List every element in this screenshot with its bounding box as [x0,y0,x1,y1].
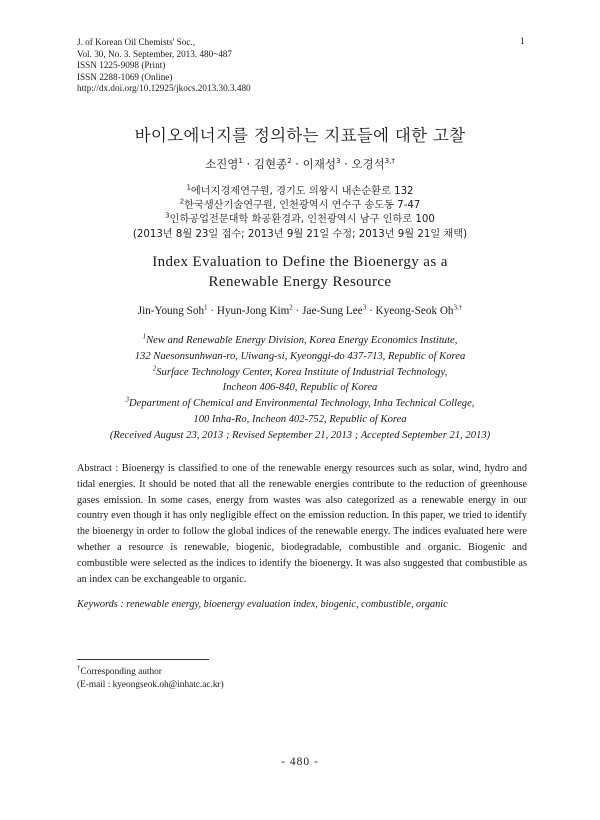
author-name: 오경석 [351,157,385,171]
korean-authors [0,156,600,172]
english-affiliation [0,380,600,396]
corresponding-author [77,663,224,679]
affiliation-text: Incheon 406-840, Republic of Korea [222,382,378,394]
abstract-separator: : [111,463,122,474]
affiliation-text: 에너지경제연구원, 경기도 의왕시 내손순환로 132 [190,186,414,197]
journal-issn-online: ISSN 2288-1069 (Online) [77,71,173,82]
author-name: 김현종 [253,157,288,171]
affiliation-mark: 1 [186,183,191,192]
affiliation-mark: 1 [142,332,147,341]
author-separator: · [366,305,376,317]
author-separator: · [242,157,254,171]
author-mark: 3,† [384,157,395,166]
author-separator: · [207,305,217,317]
affiliation-text: 한국생산기술연구원, 인천광역시 연수구 송도동 7-47 [184,200,421,212]
corresponding-label: Corresponding author [80,667,162,677]
abstract-text: Bioenergy is classified to one of the renewable energy resources such as solar, wind, hydro and tidal energies. It should be noted that all the renewable energies contribute to the reduction of greenhouse gases emission. In some cases, energy from wastes was also categorized as a renewable energy in our country even though it has only negligible effect on the emission reduction. In this paper, we tried to identify the bioenergy in order to follow the global indices of the renewable energy. The indices evaluated here were whether a resource is renewable, biogenic, biodegradable, combustible and organic. Biogenic and combustible were selected as the indices to identify the bioenergy. It was also suggested that combustible as an index can be exchangeable to organic. [77,463,527,585]
english-title-line: Index Evaluation to Define the Bioenergy as a [152,254,448,270]
abstract [77,461,527,587]
author-mark: 1 [204,303,208,312]
journal-issn-print: ISSN 1225-9098 (Print) [77,60,166,71]
affiliation-mark: 2 [152,364,157,373]
korean-affiliation [0,213,600,227]
korean-title: 바이오에너지를 정의하는 지표들에 대한 고찰 [134,126,466,145]
english-dates: (Received August 23, 2013 ; Revised September 21, 2013 ; Accepted September 21, 2013) [109,429,491,441]
author-name: Kyeong-Seok Oh [375,305,454,317]
english-title-line: Renewable Energy Resource [208,274,392,290]
korean-affiliations [0,185,600,242]
author-name: Jin-Young Soh [137,305,205,317]
author-mark: 1 [238,157,243,166]
affiliation-text: New and Renewable Energy Division, Korea Energy Economics Institute, [146,335,458,346]
english-affiliations [0,333,600,444]
author-separator: · [291,157,303,171]
korean-affiliation [0,185,600,199]
keywords-text: renewable energy, bioenergy evaluation index, biogenic, combustible, organic [126,599,448,610]
dagger-mark: † [77,663,81,672]
author-name: 소진영 [205,157,239,171]
page-number: - 480 - [281,756,319,768]
english-affiliation [0,333,600,349]
korean-affiliation [0,199,600,213]
author-mark: 2 [287,157,292,166]
journal-doi: http://dx.doi.org/10.12925/jkocs.2013.30.3.480 [77,83,251,94]
affiliation-mark: 2 [179,197,185,206]
journal-info [77,37,251,95]
english-authors [0,305,600,317]
keywords-separator: : [117,599,127,610]
english-affiliation [0,365,600,381]
keywords [77,599,527,610]
english-affiliation [0,349,600,365]
keywords-label: Keywords [77,599,118,610]
author-mark: 3 [362,303,367,312]
corner-number: 1 [520,37,525,47]
affiliation-mark: 3 [165,212,170,221]
english-title [0,252,600,292]
corresponding-email: (E-mail : kyeongseok.oh@inhatc.ac.kr) [77,680,224,690]
author-name: Hyun-Jong Kim [216,305,290,317]
affiliation-text: 100 Inha-Ro, Incheon 402-752, Republic of Korea [193,413,407,425]
author-name: 이재성 [302,157,336,171]
journal-volume: Vol. 30, No. 3. September, 2013. 480~487 [77,48,232,59]
affiliation-text: 132 Naesonsunhwan-ro, Uiwang-si, Kyeonggi-do 437-713, Republic of Korea [134,350,466,362]
journal-name: J. of Korean Oil Chemists' Soc., [77,37,196,47]
author-separator: · [292,305,303,317]
affiliation-text: Surface Technology Center, Korea Institute of Industrial Technology, [156,366,448,378]
affiliation-text: Department of Chemical and Environmental Technology, Inha Technical College, [129,398,475,410]
footnote-rule [77,659,209,660]
english-affiliation [0,412,600,428]
footnote [77,663,224,692]
author-mark: 3,† [453,303,463,312]
abstract-label: Abstract [77,463,112,474]
author-separator: · [340,157,352,171]
affiliation-text: 인하공업전문대학 화공환경과, 인천광역시 남구 인하로 100 [169,214,435,226]
author-mark: 3 [335,157,341,166]
author-name: Jae-Sung Lee [302,305,363,317]
affiliation-mark: 3 [125,395,130,404]
english-affiliation [0,396,600,412]
author-mark: 2 [289,303,293,312]
korean-dates: (2013년 8월 23일 접수; 2013년 9월 21일 수정; 2013년 9월 21일 채택) [132,228,468,240]
